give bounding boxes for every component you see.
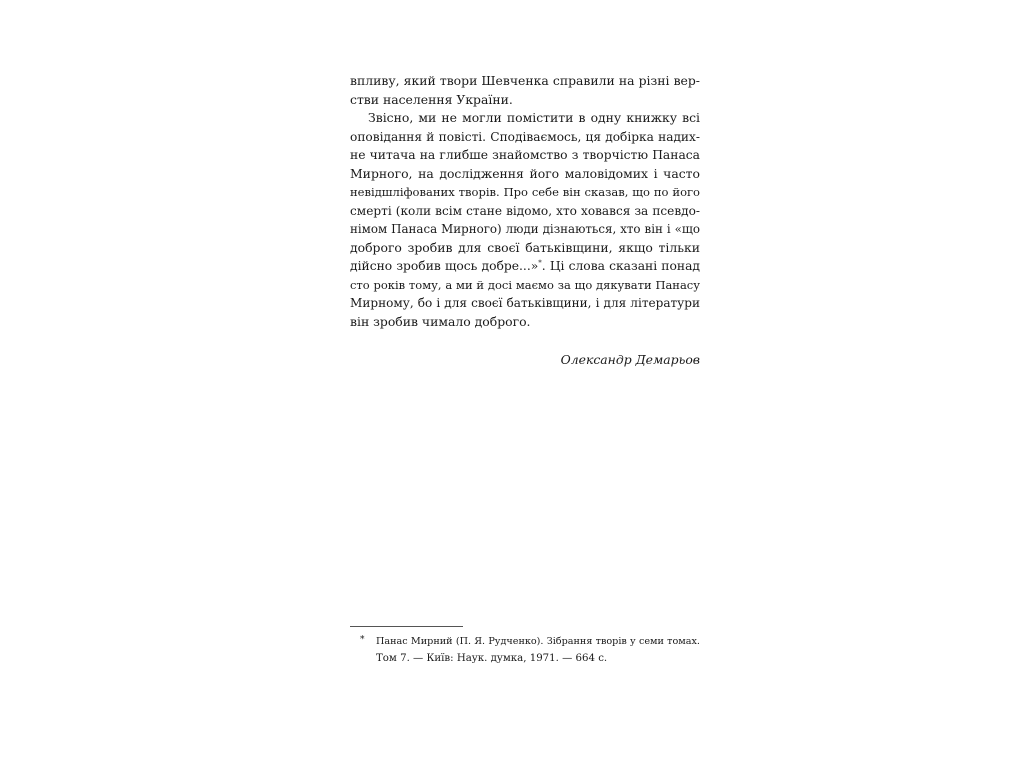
- body-line: не читача на глибше знайомство з творчістю Панаса: [350, 148, 700, 162]
- body-line: невідшліфованих творів. Про себе він сказав, що по його: [350, 185, 700, 199]
- body-line: доброго зробив для своєї батьківщини, якщо тільки: [350, 239, 700, 255]
- body-line: німом Панаса Мирного) люди дізнаються, хто він і «що: [350, 222, 700, 236]
- body-line: Мирному, бо і для своєї батьківщини, і для літератури: [350, 296, 700, 310]
- body-line-start: дійсно зробив щось добре...»: [350, 259, 539, 273]
- author-signature: Олександр Демарьов: [560, 352, 700, 367]
- body-text: [350, 72, 700, 331]
- body-line-with-footnote-ref: [350, 257, 700, 276]
- body-line: стви населення України.: [350, 91, 513, 107]
- footnote: [350, 633, 700, 667]
- body-line: Мирного, на дослідження його маловідомих і часто: [350, 165, 700, 181]
- footnote-line: Панас Мирний (П. Я. Рудченко). Зібрання творів у семи томах.: [376, 636, 700, 647]
- body-line: Звісно, ми не могли помістити в одну книжку всі: [368, 110, 700, 125]
- body-line: смерті (коли всім стане відомо, хто ховався за псевдо-: [350, 203, 700, 218]
- body-line: оповідання й повісті. Сподіваємось, ця добірка надих-: [350, 129, 700, 144]
- body-line-end: . Ці слова сказані понад: [541, 259, 700, 273]
- footnote-mark: *: [360, 635, 365, 645]
- body-line: впливу, який твори Шевченка справили на різні вер-: [350, 73, 700, 88]
- body-line: він зробив чимало доброго.: [350, 313, 531, 329]
- body-line: сто років тому, а ми й досі маємо за що дякувати Панасу: [350, 277, 700, 292]
- footnote-line: Том 7. — Київ: Наук. думка, 1971. — 664 с.: [376, 653, 608, 664]
- footnote-divider: [350, 626, 463, 627]
- footnote-ref-mark: *: [538, 258, 542, 267]
